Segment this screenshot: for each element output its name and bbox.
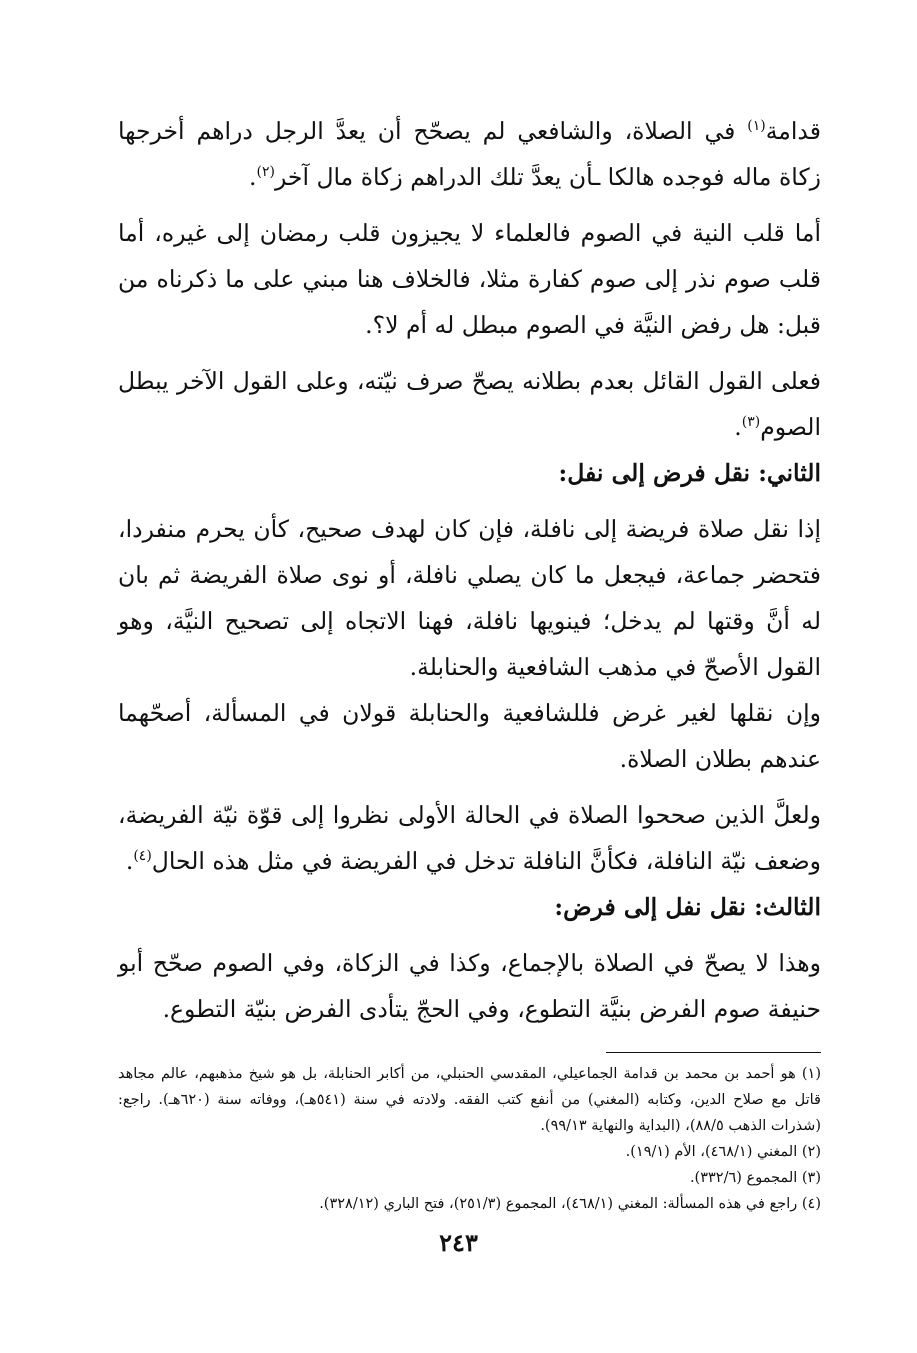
footnote-2: (٢) المغني (٤٦٨/١)، الأم (١٩/١).	[625, 1144, 821, 1160]
paragraph-2: أما قلب النية في الصوم فالعلماء لا يجيزون قلب رمضان إلى غيره، أما قلب صوم نذر إلى صوم كفارة مثلا، فالخلاف هنا مبني على ما ذكرناه من قبل: هل رفض النيَّة في الصوم مبطل له أم لا؟.	[118, 219, 821, 339]
heading-third: الثالث: نقل نفل إلى فرض:	[554, 893, 821, 921]
paragraph-7: وهذا لا يصحّ في الصلاة بالإجماع، وكذا في الزكاة، وفي الصوم صحّح أبو حنيفة صوم الفرض بنيَّة التطوع، وفي الحجّ يتأدى الفرض بنيّة التطوع.	[118, 949, 821, 1023]
paragraph-4: إذا نقل صلاة فريضة إلى نافلة، فإن كان لهدف صحيح، كأن يحرم منفردا، فتحضر جماعة، فيجعل ما كان يصلي نافلة، أو نوى صلاة الفريضة ثم بان له أنَّ وقتها لم يدخل؛ فينويها نافلة، فهنا الاتجاه إلى تصحيح النيَّة، وهو القول الأصحّ في مذهب الشافعية والحنابلة.	[118, 515, 821, 681]
footnote-ref-2[interactable]: (٢)	[256, 164, 275, 181]
page-number: ٢٤٣	[439, 1228, 478, 1257]
paragraph-3: فعلى القول القائل بعدم بطلانه يصحّ صرف نيّته، وعلى القول الآخر يبطل الصوم$^{(٣)}$.	[118, 367, 821, 441]
footnote-ref-3[interactable]: (٣)	[741, 414, 761, 431]
footnote-3: (٣) المجموع (٣٣٢/٦).	[689, 1170, 821, 1186]
footnotes	[118, 1061, 821, 1217]
footnote-1: (١) هو أحمد بن محمد بن قدامة الجماعيلي، المقدسي الحنبلي، من أكابر الحنابلة، بل هو شيخ مذهبهم، عالم مجاهد قاتل مع صلاح الدين، وكتابه (المغني) من أنفع كتب الفقه. ولادته في سنة (٥٤١هـ)، ووفاته سنة (٦٢٠هـ). راجع: (شذرات الذهب ٨٨/٥)، (البداية والنهاية ٩٩/١٣).	[118, 1066, 821, 1134]
footnote-ref-1[interactable]: (١)	[747, 118, 766, 135]
footnote-4: (٤) راجع في هذه المسألة: المغني (٤٦٨/١)، المجموع (٢٥١/٣)، فتح الباري (٣٢٨/١٢).	[319, 1196, 821, 1212]
footnote-ref-4[interactable]: (٤)	[133, 848, 152, 865]
footnote-divider	[606, 1052, 821, 1053]
heading-second: الثاني: نقل فرض إلى نفل:	[558, 459, 821, 487]
paragraph-6: ولعلَّ الذين صححوا الصلاة في الحالة الأولى نظروا إلى قوّة نيّة الفريضة، وضعف نيّة النافلة، فكأنَّ النافلة تدخل في الفريضة في مثل هذه الحال$^{(٤)}$.	[118, 801, 821, 875]
main-text	[118, 108, 821, 1032]
paragraph-1: قدامة$^{(١)}$ في الصلاة، والشافعي لم يصحّح أن يعدَّ الرجل دراهم أخرجها زكاة ماله فوجده هالكا ـأن يعدَّ تلك الدراهم زكاة مال آخر$^{(٢)}$.	[118, 117, 821, 191]
page-content	[118, 108, 821, 1217]
paragraph-5: وإن نقلها لغير غرض فللشافعية والحنابلة قولان في المسألة، أصحّهما عندهم بطلان الصلاة.	[118, 699, 821, 773]
